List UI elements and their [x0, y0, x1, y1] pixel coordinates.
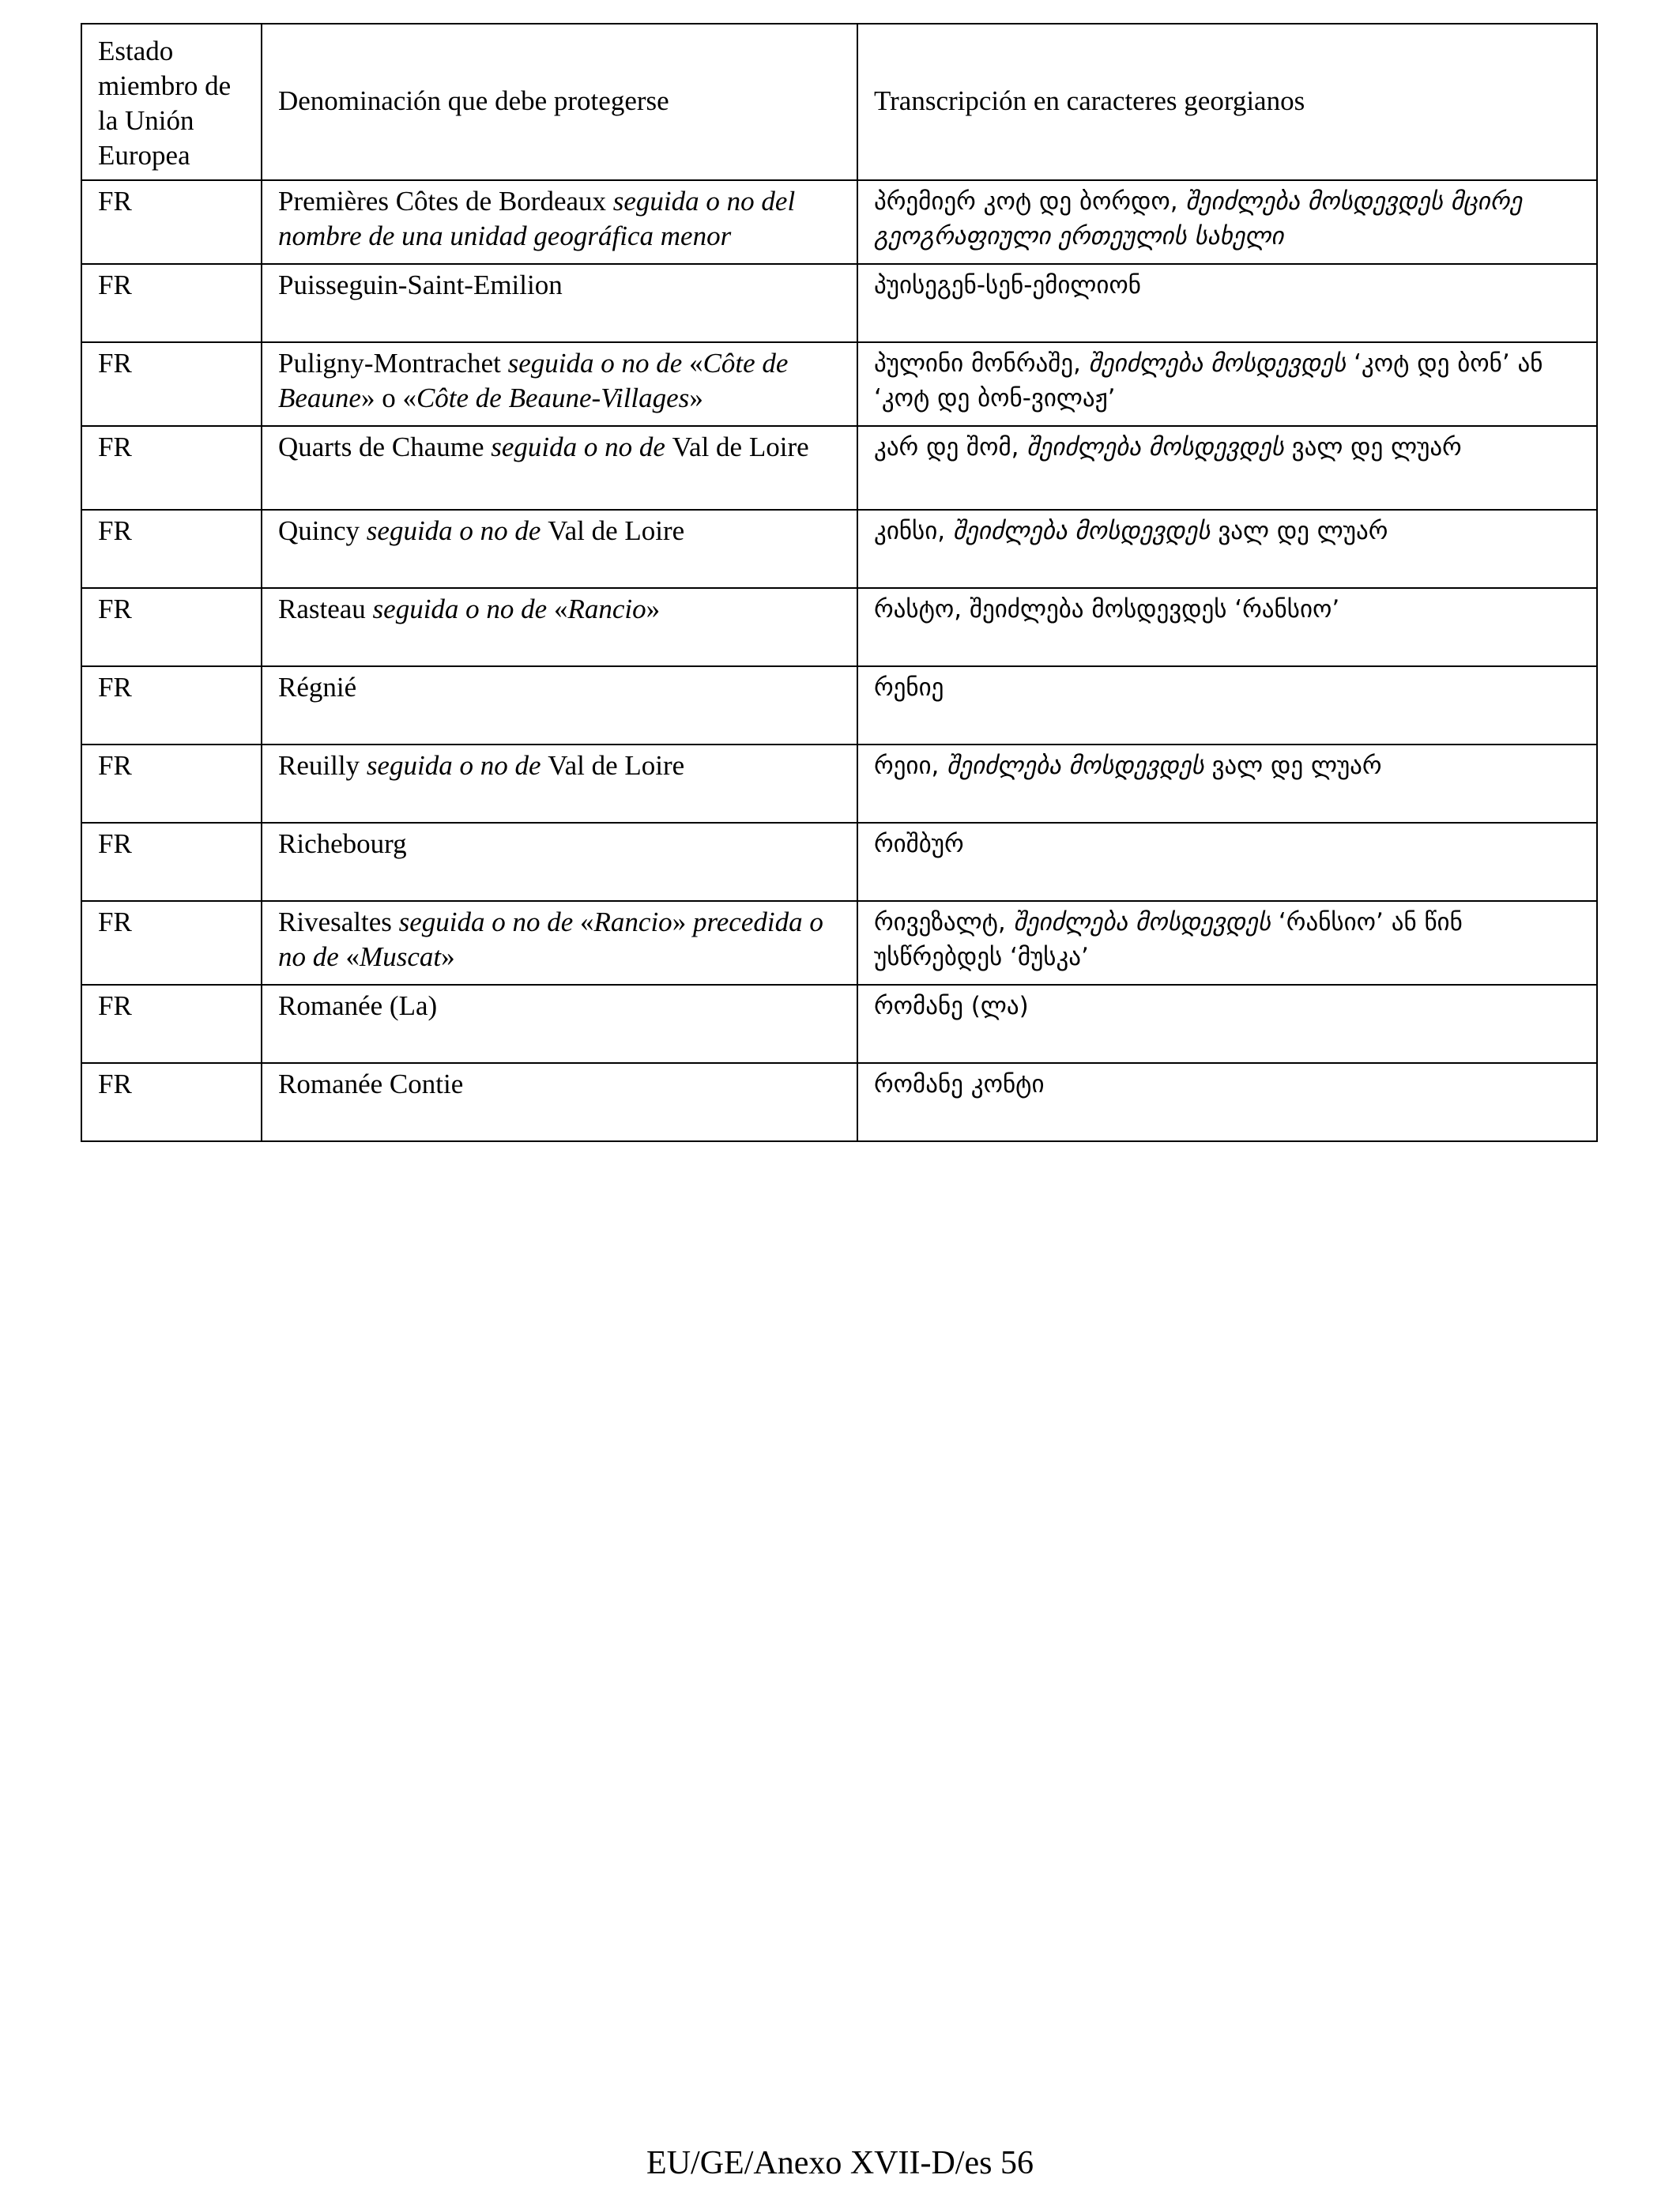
- table-row: [81, 342, 1597, 426]
- cell-denomination: [262, 745, 857, 823]
- cell-georgian-transcription: [857, 1063, 1597, 1141]
- denomination-text: Val de Loire: [548, 750, 685, 781]
- transcription-text: კინსი,: [874, 517, 954, 545]
- transcription-text: ‘კოტ დე ბონ’ ან ‘კოტ დე ბონ-ვილაჟ’: [874, 349, 1543, 413]
- transcription-text: რენიე: [874, 673, 944, 702]
- cell-georgian-transcription: [857, 342, 1597, 426]
- cell-georgian-transcription: [857, 264, 1597, 342]
- transcription-qualifier-text: შეიძლება მოსდევდეს: [953, 517, 1211, 545]
- cell-denomination: [262, 510, 857, 588]
- denomination-qualifier-text: seguida o no de: [366, 750, 548, 781]
- transcription-text: რიშბურ: [874, 830, 964, 858]
- table-row: [81, 985, 1597, 1063]
- cell-denomination: [262, 426, 857, 510]
- denomination-text: Puligny-Montrachet: [278, 348, 508, 379]
- transcription-text: რივეზალტ,: [874, 908, 1014, 937]
- cell-georgian-transcription: [857, 588, 1597, 666]
- denomination-text: Rivesaltes: [278, 907, 399, 937]
- table-row: [81, 666, 1597, 745]
- transcription-text: ვალ დე ლუარ: [1203, 752, 1382, 780]
- table-row: [81, 1063, 1597, 1141]
- denomination-text: Rasteau: [278, 594, 373, 624]
- denomination-qualifier-text: Rancio: [567, 594, 646, 624]
- cell-denomination: [262, 985, 857, 1063]
- cell-member-state: FR: [81, 901, 262, 985]
- table-row: [81, 264, 1597, 342]
- denomination-qualifier-text: seguida o no de: [398, 907, 581, 937]
- denomination-text: Quarts de Chaume: [278, 432, 492, 462]
- cell-denomination: [262, 264, 857, 342]
- gi-table: [81, 23, 1598, 1142]
- cell-georgian-transcription: [857, 666, 1597, 745]
- cell-denomination: [262, 1063, 857, 1141]
- denomination-qualifier-text: precedida o no de: [278, 907, 823, 972]
- transcription-text: ‘რანსიო’ ან წინ უსწრებდეს ‘მუსკა’: [874, 908, 1463, 971]
- cell-denomination: [262, 666, 857, 745]
- denomination-qualifier-text: Rancio: [593, 907, 672, 937]
- cell-member-state: FR: [81, 342, 262, 426]
- cell-georgian-transcription: [857, 510, 1597, 588]
- cell-georgian-transcription: [857, 180, 1597, 264]
- denomination-text: Reuilly: [278, 750, 367, 781]
- transcription-text: ვალ დე ლუარ: [1210, 517, 1388, 545]
- cell-georgian-transcription: [857, 426, 1597, 510]
- denomination-text: «: [553, 594, 568, 624]
- table-row: [81, 426, 1597, 510]
- denomination-text: Richebourg: [278, 828, 407, 859]
- transcription-text: პუისეგენ-სენ-ემილიონ: [874, 271, 1141, 300]
- transcription-text: რომანე კონტი: [874, 1070, 1045, 1099]
- transcription-qualifier-text: შეიძლება მოსდევდეს მცირე გეოგრაფიული ერთეულის სახელი: [874, 187, 1523, 251]
- denomination-text: Romanée (La): [278, 990, 438, 1021]
- transcription-text: კარ დე შომ,: [874, 433, 1027, 462]
- header-transcription: Transcripción en caracteres georgianos: [857, 24, 1597, 180]
- denomination-text: Val de Loire: [548, 515, 685, 546]
- denomination-qualifier-text: Côte de Beaune: [278, 348, 789, 413]
- denomination-qualifier-text: seguida o no del nombre de una unidad geográfica menor: [278, 186, 796, 251]
- transcription-qualifier-text: შეიძლება მოსდევდეს: [1026, 433, 1284, 462]
- denomination-text: Premières Côtes de Bordeaux: [278, 186, 613, 217]
- cell-georgian-transcription: [857, 901, 1597, 985]
- transcription-text: ვალ დე ლუარ: [1283, 433, 1462, 462]
- denomination-text: Romanée Contie: [278, 1069, 464, 1099]
- cell-denomination: [262, 901, 857, 985]
- cell-georgian-transcription: [857, 985, 1597, 1063]
- transcription-text: რასტო, შეიძლება მოსდევდეს ‘რანსიო’: [874, 595, 1340, 624]
- denomination-text: Quincy: [278, 515, 367, 546]
- denomination-text: »: [646, 594, 661, 624]
- denomination-text: Val de Loire: [672, 432, 809, 462]
- table-row: [81, 901, 1597, 985]
- denomination-text: Puisseguin-Saint-Emilion: [278, 270, 563, 300]
- page-footer-reference: EU/GE/Anexo XVII-D/es 56: [646, 2145, 1034, 2181]
- denomination-qualifier-text: seguida o no de: [491, 432, 672, 462]
- cell-member-state: FR: [81, 588, 262, 666]
- table-row: [81, 823, 1597, 901]
- cell-member-state: FR: [81, 264, 262, 342]
- table-row: [81, 588, 1597, 666]
- table-body: [81, 180, 1597, 1141]
- denomination-qualifier-text: Côte de Beaune-Villages: [416, 383, 690, 413]
- transcription-qualifier-text: შეიძლება მოსდევდეს: [1013, 908, 1271, 937]
- transcription-text: რომანე (ლა): [874, 992, 1029, 1020]
- transcription-text: პულინი მონრაშე,: [874, 349, 1089, 378]
- cell-georgian-transcription: [857, 745, 1597, 823]
- denomination-text: Régnié: [278, 672, 357, 703]
- cell-georgian-transcription: [857, 823, 1597, 901]
- transcription-qualifier-text: შეიძლება მოსდევდეს: [947, 752, 1204, 780]
- table-row: [81, 180, 1597, 264]
- cell-member-state: FR: [81, 510, 262, 588]
- table-row: [81, 510, 1597, 588]
- table-row: [81, 745, 1597, 823]
- header-member-state: Estado miembro de la Unión Europea: [81, 24, 262, 180]
- cell-denomination: [262, 823, 857, 901]
- denomination-text: »: [441, 941, 455, 972]
- denomination-text: »: [672, 907, 693, 937]
- denomination-text: «: [689, 348, 703, 379]
- denomination-qualifier-text: seguida o no de: [507, 348, 690, 379]
- cell-member-state: FR: [81, 745, 262, 823]
- cell-member-state: FR: [81, 823, 262, 901]
- cell-denomination: [262, 342, 857, 426]
- transcription-text: პრემიერ კოტ დე ბორდო,: [874, 187, 1186, 216]
- table-header-row: [81, 24, 1597, 180]
- denomination-qualifier-text: Muscat: [360, 941, 442, 972]
- denomination-text: «: [580, 907, 594, 937]
- cell-denomination: [262, 588, 857, 666]
- header-denomination: Denominación que debe protegerse: [262, 24, 857, 180]
- cell-member-state: FR: [81, 426, 262, 510]
- denomination-text: » o «: [360, 383, 416, 413]
- cell-denomination: [262, 180, 857, 264]
- transcription-text: რეიი,: [874, 752, 947, 780]
- transcription-qualifier-text: შეიძლება მოსდევდეს: [1088, 349, 1347, 378]
- denomination-text: »: [689, 383, 703, 413]
- denomination-qualifier-text: seguida o no de: [366, 515, 548, 546]
- denomination-text: «: [345, 941, 360, 972]
- denomination-qualifier-text: seguida o no de: [372, 594, 554, 624]
- cell-member-state: FR: [81, 985, 262, 1063]
- cell-member-state: FR: [81, 666, 262, 745]
- cell-member-state: FR: [81, 180, 262, 264]
- cell-member-state: FR: [81, 1063, 262, 1141]
